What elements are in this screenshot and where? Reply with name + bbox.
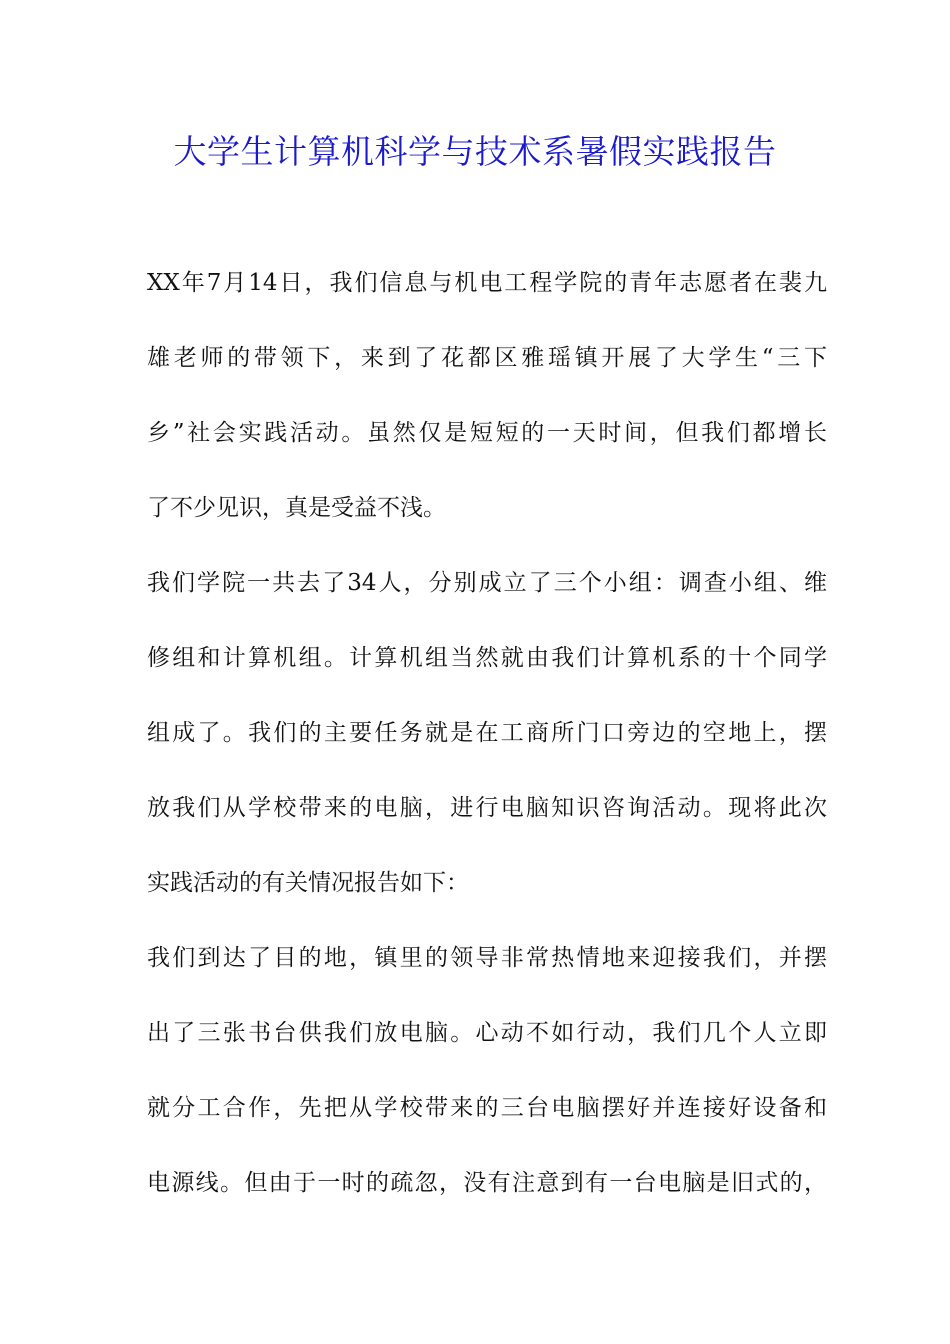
body-line: 出了三张书台供我们放电脑。心动不如行动，我们几个人立即 xyxy=(147,1020,827,1046)
body-line: 组成了。我们的主要任务就是在工商所门口旁边的空地上，摆 xyxy=(147,720,827,746)
page-title: 大学生计算机科学与技术系暑假实践报告 xyxy=(173,132,777,171)
body-line: 修组和计算机组。计算机组当然就由我们计算机系的十个同学 xyxy=(147,645,827,671)
body-line: 实践活动的有关情况报告如下： xyxy=(147,870,469,896)
body-line: 放我们从学校带来的电脑，进行电脑知识咨询活动。现将此次 xyxy=(147,795,827,821)
body-line: 乡”社会实践活动。虽然仅是短短的一天时间，但我们都增长 xyxy=(147,420,827,446)
body-line: 雄老师的带领下，来到了花都区雅瑶镇开展了大学生“三下 xyxy=(147,345,827,371)
body-line: 了不少见识，真是受益不浅。 xyxy=(147,495,446,521)
body-line: 我们学院一共去了34人，分别成立了三个小组：调查小组、维 xyxy=(147,570,827,596)
body-line: XX年7月14日，我们信息与机电工程学院的青年志愿者在裴九 xyxy=(147,270,827,296)
body-line: 我们到达了目的地，镇里的领导非常热情地来迎接我们，并摆 xyxy=(147,945,827,971)
body-line: 就分工合作，先把从学校带来的三台电脑摆好并连接好设备和 xyxy=(147,1095,827,1121)
body-line: 电源线。但由于一时的疏忽，没有注意到有一台电脑是旧式的， xyxy=(147,1170,827,1196)
